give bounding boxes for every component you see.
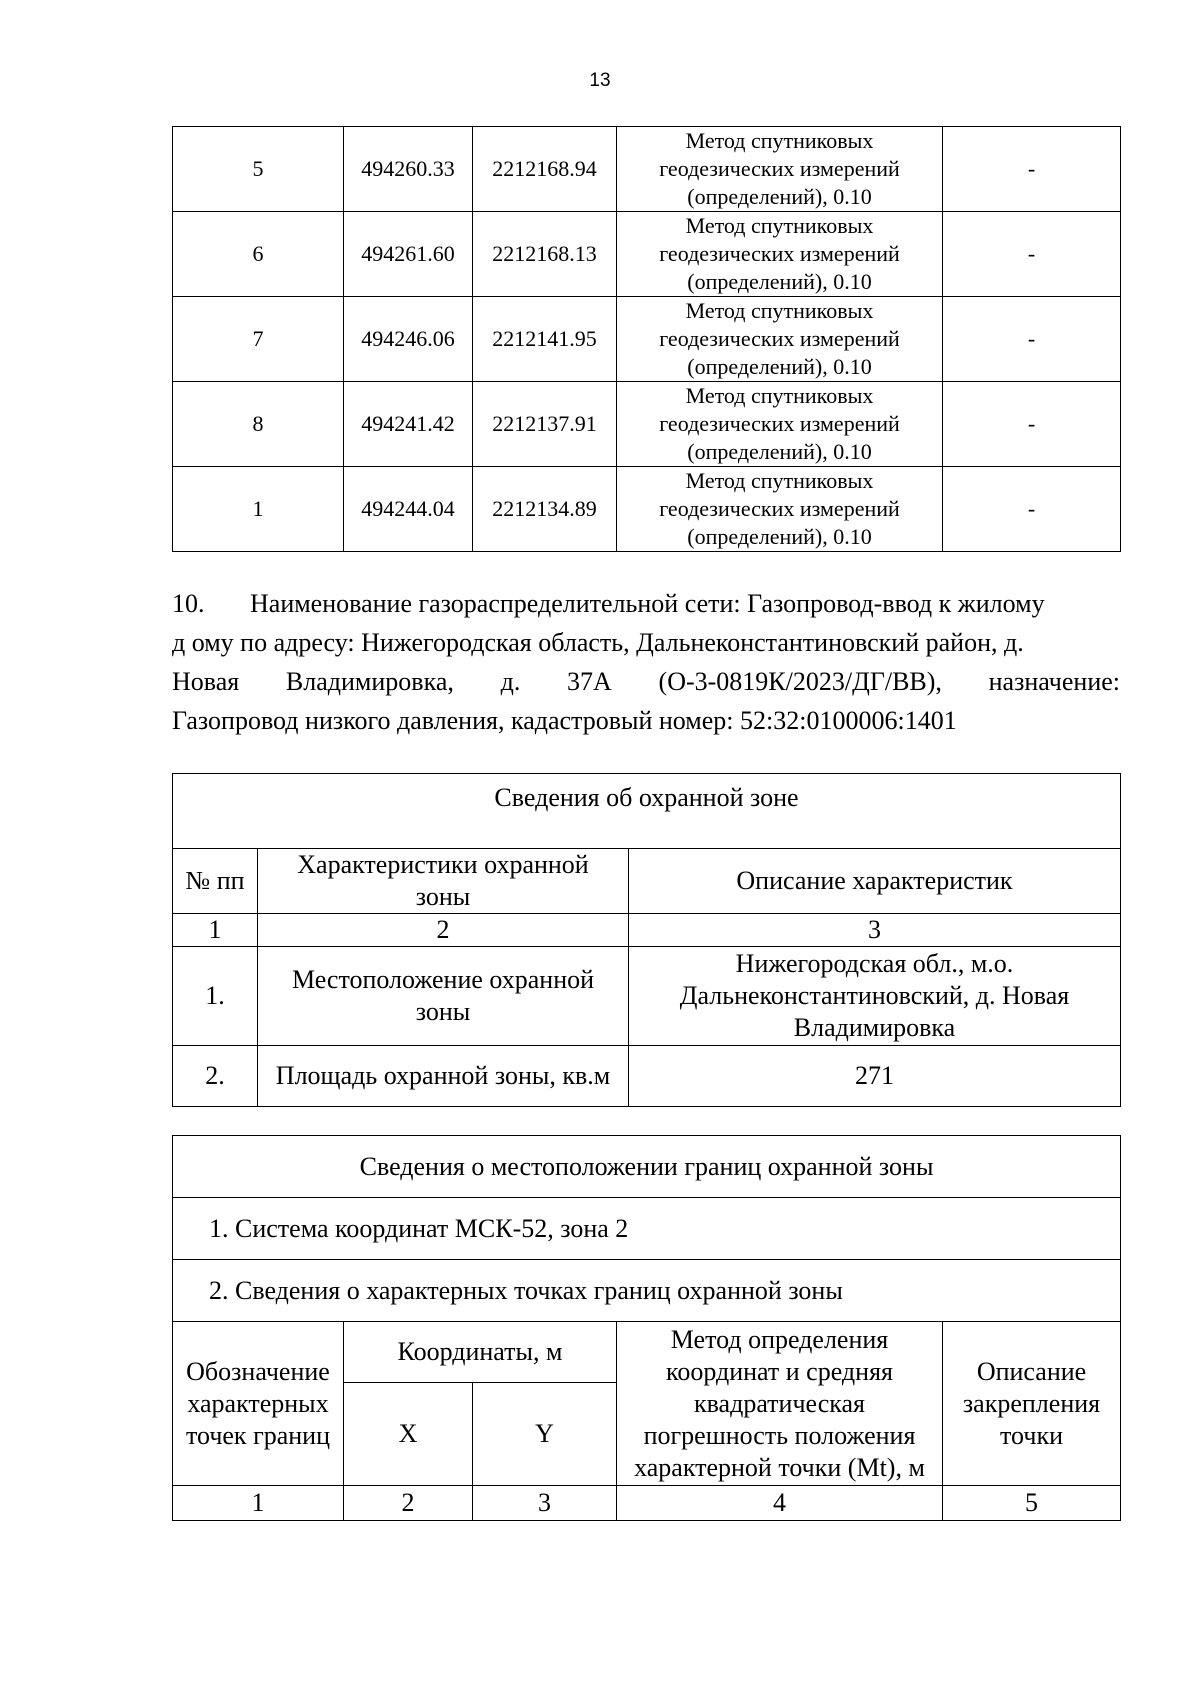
zone-column-number: 3 bbox=[629, 914, 1121, 947]
zone-row-value: Нижегородская обл., м.о. Дальнеконстантиновский, д. Новая Владимировка bbox=[629, 947, 1121, 1046]
boundary-column-number: 3 bbox=[473, 1486, 617, 1521]
boundary-location-table bbox=[172, 1135, 1121, 1521]
header-x: X bbox=[344, 1383, 473, 1486]
paragraph-line-4: Газопровод низкого давления, кадастровый номер: 52:32:0100006:1401 bbox=[172, 706, 957, 735]
table-row bbox=[173, 1046, 1121, 1107]
boundary-column-number: 4 bbox=[617, 1486, 943, 1521]
zone-header-characteristics: Характеристики охранной зоны bbox=[258, 849, 629, 914]
table-row bbox=[173, 297, 1121, 382]
method: Метод спутниковых геодезических измерений (определений), 0.10 bbox=[617, 212, 943, 297]
point-number: 7 bbox=[173, 297, 344, 382]
table-row bbox=[173, 467, 1121, 552]
table-row bbox=[173, 212, 1121, 297]
section-10-paragraph bbox=[172, 584, 1120, 740]
point-description: - bbox=[943, 212, 1121, 297]
paragraph-line-1: 10. Наименование газораспределительной сети: Газопровод-ввод к жилому bbox=[172, 584, 1120, 623]
paragraph-line-2: д ому по адресу: Нижегородская область, Дальнеконстантиновский район, д. bbox=[172, 628, 1024, 657]
point-number: 8 bbox=[173, 382, 344, 467]
zone-row-number: 2. bbox=[173, 1046, 258, 1107]
zone-row-value: 271 bbox=[629, 1046, 1121, 1107]
x-coordinate: 494241.42 bbox=[344, 382, 473, 467]
header-method: Метод определения координат и средняя квадратическая погрешность положения характерной точки (Mt), м bbox=[617, 1322, 943, 1486]
zone-header-number: № пп bbox=[173, 849, 258, 914]
table-row bbox=[173, 947, 1121, 1046]
header-point-designation: Обозначение характерных точек границ bbox=[173, 1322, 344, 1486]
y-coordinate: 2212134.89 bbox=[473, 467, 617, 552]
point-number: 6 bbox=[173, 212, 344, 297]
boundary-table-title: Сведения о местоположении границ охранной зоны bbox=[173, 1136, 1121, 1198]
y-coordinate: 2212168.13 bbox=[473, 212, 617, 297]
boundary-column-number: 1 bbox=[173, 1486, 344, 1521]
header-y: Y bbox=[473, 1383, 617, 1486]
y-coordinate: 2212137.91 bbox=[473, 382, 617, 467]
table-row bbox=[173, 127, 1121, 212]
y-coordinate: 2212141.95 bbox=[473, 297, 617, 382]
point-description: - bbox=[943, 382, 1121, 467]
point-description: - bbox=[943, 467, 1121, 552]
x-coordinate: 494244.04 bbox=[344, 467, 473, 552]
method: Метод спутниковых геодезических измерений (определений), 0.10 bbox=[617, 297, 943, 382]
zone-row-characteristic: Площадь охранной зоны, кв.м bbox=[258, 1046, 629, 1107]
method: Метод спутниковых геодезических измерений (определений), 0.10 bbox=[617, 467, 943, 552]
coordinate-system-row: 1. Система координат МСК-52, зона 2 bbox=[173, 1198, 1121, 1260]
zone-column-number: 1 bbox=[173, 914, 258, 947]
method: Метод спутниковых геодезических измерений (определений), 0.10 bbox=[617, 382, 943, 467]
zone-table-title: Сведения об охранной зоне bbox=[173, 774, 1121, 849]
x-coordinate: 494261.60 bbox=[344, 212, 473, 297]
zone-header-description: Описание характеристик bbox=[629, 849, 1121, 914]
coordinates-table-continuation bbox=[172, 126, 1121, 552]
table-row bbox=[173, 382, 1121, 467]
point-description: - bbox=[943, 127, 1121, 212]
point-number: 5 bbox=[173, 127, 344, 212]
x-coordinate: 494260.33 bbox=[344, 127, 473, 212]
point-number: 1 bbox=[173, 467, 344, 552]
x-coordinate: 494246.06 bbox=[344, 297, 473, 382]
point-description: - bbox=[943, 297, 1121, 382]
zone-row-characteristic: Местоположение охранной зоны bbox=[258, 947, 629, 1046]
y-coordinate: 2212168.94 bbox=[473, 127, 617, 212]
boundary-column-number: 5 bbox=[943, 1486, 1121, 1521]
page-number: 13 bbox=[589, 70, 611, 91]
header-coordinates: Координаты, м bbox=[344, 1322, 617, 1383]
header-point-description: Описание закрепления точки bbox=[943, 1322, 1121, 1486]
paragraph-line-3: Новая Владимировка, д. 37А (О-3-0819К/2023/ДГ/ВВ), назначение: bbox=[172, 667, 1120, 696]
zone-row-number: 1. bbox=[173, 947, 258, 1046]
boundary-column-number: 2 bbox=[344, 1486, 473, 1521]
paragraph-number: 10. bbox=[172, 589, 205, 618]
characteristic-points-heading: 2. Сведения о характерных точках границ охранной зоны bbox=[173, 1260, 1121, 1322]
protection-zone-info-table bbox=[172, 773, 1121, 1107]
zone-column-number: 2 bbox=[258, 914, 629, 947]
method: Метод спутниковых геодезических измерений (определений), 0.10 bbox=[617, 127, 943, 212]
